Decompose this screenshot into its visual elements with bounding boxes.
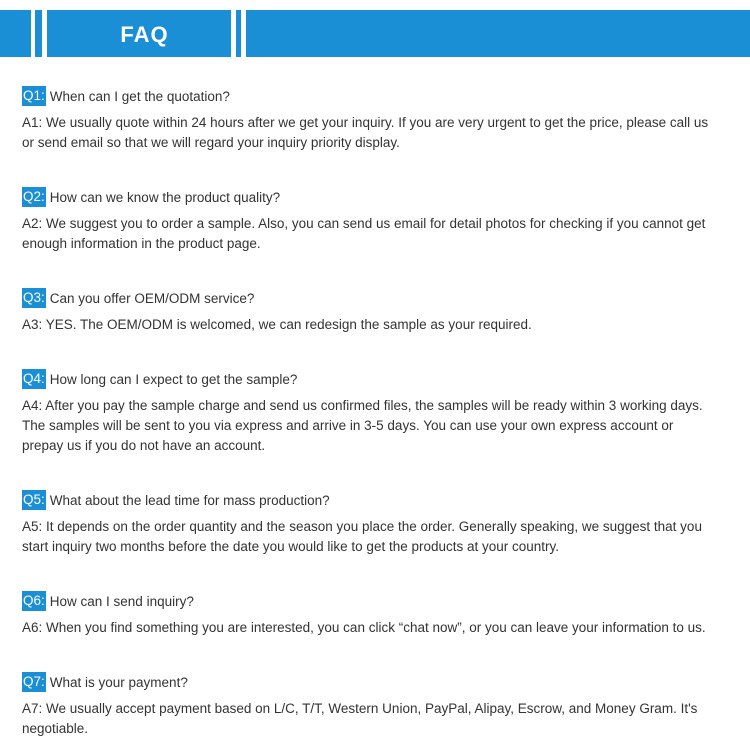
question-badge: Q6: — [22, 591, 46, 611]
question-text: Can you offer OEM/ODM service? — [49, 290, 255, 306]
question-text: How can we know the product quality? — [49, 189, 281, 205]
answer-line: enough information in the product page. — [22, 236, 261, 251]
answer-line: A2: We suggest you to order a sample. Also, you can send us email for detail photos for checking if you cannot get — [22, 216, 706, 231]
answer-text — [22, 214, 738, 254]
banner-stripe — [0, 10, 31, 57]
question-badge: Q2: — [22, 187, 46, 207]
faq-item-7 — [22, 672, 738, 739]
faq-item-1 — [22, 86, 738, 153]
banner-title: FAQ — [120, 22, 169, 47]
question-line — [22, 369, 738, 389]
answer-text — [22, 315, 738, 335]
question-line — [22, 591, 738, 611]
question-text: How long can I expect to get the sample? — [49, 371, 298, 387]
answer-line: A6: When you find something you are interested, you can click “chat now”, or you can leave your information to us. — [22, 620, 706, 635]
question-text: How can I send inquiry? — [49, 593, 194, 609]
answer-text — [22, 396, 738, 456]
answer-text — [22, 517, 738, 557]
faq-item-3 — [22, 288, 738, 335]
question-line — [22, 672, 738, 692]
faq-banner — [0, 10, 750, 57]
question-line — [22, 187, 738, 207]
faq-item-6 — [22, 591, 738, 638]
answer-line: start inquiry two months before the date you would like to get the products at your country. — [22, 539, 560, 554]
answer-text — [22, 618, 738, 638]
question-badge: Q5: — [22, 490, 46, 510]
answer-line: A5: It depends on the order quantity and the season you place the order. Generally speaking, we suggest that you — [22, 519, 702, 534]
answer-line: A3: YES. The OEM/ODM is welcomed, we can redesign the sample as your required. — [22, 317, 532, 332]
banner-stripe — [246, 10, 750, 57]
question-line — [22, 288, 738, 308]
question-badge: Q7: — [22, 672, 46, 692]
faq-item-2 — [22, 187, 738, 254]
question-text: What about the lead time for mass production? — [49, 492, 330, 508]
answer-line: A7: We usually accept payment based on L/C, T/T, Western Union, PayPal, Alipay, Escrow, and Money Gram. It's — [22, 701, 698, 716]
answer-line: A4: After you pay the sample charge and send us confirmed files, the samples will be ready within 3 working days. — [22, 398, 703, 413]
question-line — [22, 86, 738, 106]
answer-line: prepay us if you do not have an account. — [22, 438, 266, 453]
faq-item-5 — [22, 490, 738, 557]
question-text: What is your payment? — [49, 674, 188, 690]
answer-text — [22, 113, 738, 153]
question-badge: Q1: — [22, 86, 46, 106]
question-text: When can I get the quotation? — [49, 88, 230, 104]
answer-line: negotiable. — [22, 721, 89, 736]
question-line — [22, 490, 738, 510]
banner-stripe — [35, 10, 42, 57]
faq-item-4 — [22, 369, 738, 456]
question-badge: Q3: — [22, 288, 46, 308]
answer-text — [22, 699, 738, 739]
question-badge: Q4: — [22, 369, 46, 389]
answer-line: A1: We usually quote within 24 hours after we get your inquiry. If you are very urgent to get the price, please call us — [22, 115, 709, 130]
answer-line: The samples will be sent to you via express and arrive in 3-5 days. You can use your own express account or — [22, 418, 674, 433]
answer-line: or send email so that we will regard your inquiry priority display. — [22, 135, 400, 150]
